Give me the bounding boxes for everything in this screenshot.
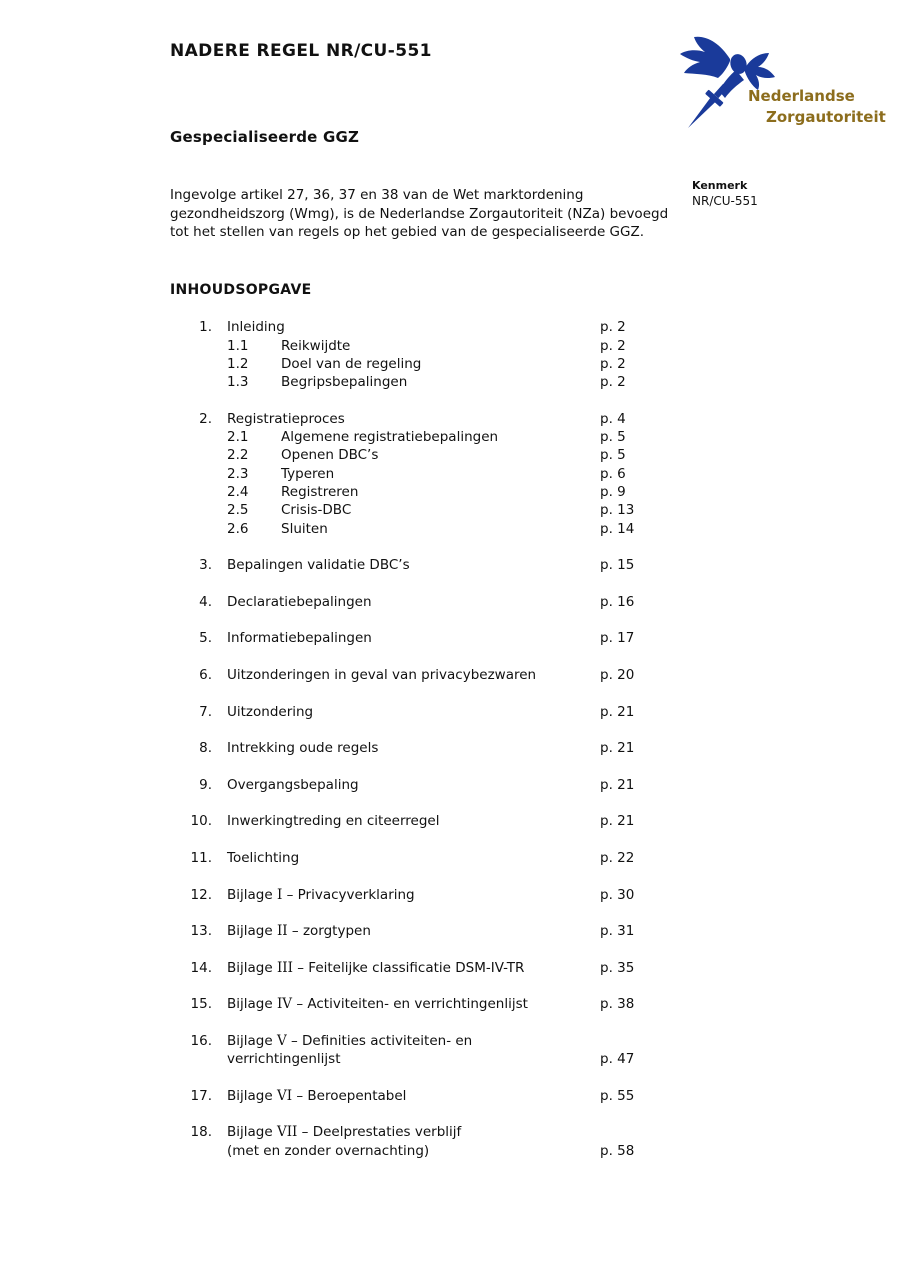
toc-item-label-line1: Bijlage I – Privacyverklaring bbox=[227, 886, 415, 903]
toc-row bbox=[170, 556, 690, 574]
toc-item-number: 1.2 bbox=[227, 355, 249, 372]
toc-item-label-line1: Declaratiebepalingen bbox=[227, 593, 372, 610]
toc-row bbox=[170, 520, 690, 538]
toc-item-number: 2. bbox=[199, 410, 212, 427]
toc-row bbox=[170, 410, 690, 428]
toc-item-number: 2.4 bbox=[227, 483, 249, 500]
toc-item-number: 17. bbox=[190, 1087, 212, 1104]
toc-row bbox=[170, 886, 690, 904]
toc-item-page: p. 35 bbox=[600, 959, 635, 976]
toc-item-page: p. 2 bbox=[600, 374, 626, 391]
toc-row bbox=[170, 465, 690, 483]
toc-item-number: 1. bbox=[199, 319, 212, 336]
toc-item-page: p. 21 bbox=[600, 813, 635, 830]
toc-item-label-line1: Intrekking oude regels bbox=[227, 740, 379, 757]
toc-item-number: 2.1 bbox=[227, 429, 249, 446]
roman-numeral: III bbox=[276, 959, 293, 976]
toc-item-label-line1: Registratieproces bbox=[227, 410, 345, 427]
toc-item-page: p. 5 bbox=[600, 429, 626, 446]
roman-numeral: VI bbox=[276, 1087, 293, 1104]
toc-heading: INHOUDSOPGAVE bbox=[170, 282, 312, 298]
toc-row bbox=[170, 666, 690, 684]
toc-item-page: p. 21 bbox=[600, 703, 635, 720]
toc-item-number: 9. bbox=[199, 776, 212, 793]
toc-item-number: 2.3 bbox=[227, 465, 249, 482]
toc-item-number: 3. bbox=[199, 557, 212, 574]
kenmerk-value: NR/CU-551 bbox=[692, 194, 758, 208]
toc-item-label-line1: Bijlage II – zorgtypen bbox=[227, 923, 371, 940]
toc-item-number: 2.2 bbox=[227, 447, 249, 464]
toc-item-label bbox=[281, 355, 690, 373]
toc-item-page: p. 58 bbox=[600, 1142, 635, 1159]
kenmerk-label: Kenmerk bbox=[692, 179, 748, 192]
toc-item-label-line1: Uitzondering bbox=[227, 703, 314, 720]
toc-row bbox=[170, 776, 690, 794]
toc-item-label-line1: Reikwijdte bbox=[281, 337, 351, 354]
toc-item-label-line1: Informatiebepalingen bbox=[227, 630, 372, 647]
toc-row bbox=[170, 337, 690, 355]
toc-item-page: p. 5 bbox=[600, 447, 626, 464]
document-title: NADERE REGEL NR/CU-551 bbox=[170, 41, 432, 61]
toc-item-label-line1: Uitzonderingen in geval van privacybezwaren bbox=[227, 666, 537, 683]
logo-word-line2: Zorgautoriteit bbox=[766, 107, 886, 126]
roman-numeral: I bbox=[276, 886, 283, 903]
toc-row bbox=[170, 629, 690, 647]
toc-item-page: p. 21 bbox=[600, 740, 635, 757]
toc-row bbox=[170, 355, 690, 373]
toc-item-label-line1: Inwerkingtreding en citeerregel bbox=[227, 813, 440, 830]
toc-item-label-line2: verrichtingenlijst bbox=[227, 1051, 341, 1068]
toc-row bbox=[170, 1123, 690, 1160]
logo-word-line1: Nederlandse bbox=[748, 87, 855, 105]
intro-line: Ingevolge artikel 27, 36, 37 en 38 van de Wet marktordening bbox=[170, 187, 584, 203]
intro-paragraph bbox=[170, 186, 668, 242]
toc-item-label bbox=[281, 483, 690, 501]
toc-item-label-line1: Doel van de regeling bbox=[281, 355, 422, 372]
toc-item-page: p. 6 bbox=[600, 465, 626, 482]
toc-item-number: 14. bbox=[190, 959, 212, 976]
toc-item-label-line1: Algemene registratiebepalingen bbox=[281, 429, 499, 446]
toc-item-page: p. 31 bbox=[600, 923, 635, 940]
toc-list bbox=[170, 300, 690, 1160]
toc-item-page: p. 55 bbox=[600, 1087, 635, 1104]
toc-item-label-line1: Toelichting bbox=[227, 849, 300, 866]
toc-item-label bbox=[281, 465, 690, 483]
toc-item-label-line1: Openen DBC’s bbox=[281, 447, 379, 464]
toc-item-page: p. 2 bbox=[600, 337, 626, 354]
toc-row bbox=[170, 812, 690, 830]
toc-row bbox=[170, 318, 690, 336]
toc-item-page: p. 15 bbox=[600, 557, 635, 574]
toc-row bbox=[170, 446, 690, 464]
toc-item-page: p. 16 bbox=[600, 593, 635, 610]
toc-item-label-line1: Registreren bbox=[281, 483, 359, 500]
toc-row bbox=[170, 373, 690, 391]
toc-item-page: p. 22 bbox=[600, 849, 635, 866]
toc-row bbox=[170, 922, 690, 940]
toc-row bbox=[170, 703, 690, 721]
toc-item-page: p. 20 bbox=[600, 666, 635, 683]
toc-row bbox=[170, 959, 690, 977]
toc-item-page: p. 13 bbox=[600, 502, 635, 519]
roman-numeral: II bbox=[276, 923, 288, 940]
toc-item-label-line1: Bijlage VII – Deelprestaties verblijf bbox=[227, 1124, 462, 1141]
roman-numeral: IV bbox=[276, 996, 293, 1013]
toc-item-page: p. 47 bbox=[600, 1051, 635, 1068]
toc-row bbox=[170, 483, 690, 501]
toc-row bbox=[170, 1032, 690, 1069]
roman-numeral: VII bbox=[276, 1124, 298, 1141]
toc-item-page: p. 38 bbox=[600, 996, 635, 1013]
toc-item-label-line1: Bijlage VI – Beroepentabel bbox=[227, 1087, 407, 1104]
toc-item-number: 13. bbox=[190, 923, 212, 940]
toc-item-number: 1.1 bbox=[227, 337, 249, 354]
toc-item-number: 1.3 bbox=[227, 374, 249, 391]
toc-item-number: 15. bbox=[190, 996, 212, 1013]
toc-row bbox=[170, 995, 690, 1013]
toc-item-label-line1: Begripsbepalingen bbox=[281, 374, 408, 391]
toc-row bbox=[170, 1087, 690, 1105]
toc-item-label-line1: Inleiding bbox=[227, 319, 285, 336]
toc-row bbox=[170, 428, 690, 446]
toc-item-page: p. 14 bbox=[600, 520, 635, 537]
toc-item-page: p. 21 bbox=[600, 776, 635, 793]
toc-item-label-line1: Overgangsbepaling bbox=[227, 776, 359, 793]
toc-item-number: 8. bbox=[199, 740, 212, 757]
toc-item-page: p. 2 bbox=[600, 355, 626, 372]
document-subtitle: Gespecialiseerde GGZ bbox=[170, 128, 360, 146]
toc-row bbox=[170, 849, 690, 867]
intro-line: tot het stellen van regels op het gebied van de gespecialiseerde GGZ. bbox=[170, 224, 645, 241]
toc-item-page: p. 9 bbox=[600, 483, 626, 500]
toc-row bbox=[170, 501, 690, 519]
toc-item-label bbox=[281, 337, 690, 355]
toc-item-number: 10. bbox=[190, 813, 212, 830]
toc-item-label-line1: Crisis-DBC bbox=[281, 502, 352, 519]
toc-item-label-line1: Bepalingen validatie DBC’s bbox=[227, 557, 410, 574]
toc-item-number: 11. bbox=[190, 849, 212, 866]
toc-item-label-line1: Typeren bbox=[281, 465, 335, 482]
toc-item-label bbox=[281, 428, 690, 446]
toc-item-label-line1: Sluiten bbox=[281, 520, 328, 537]
toc-item-number: 16. bbox=[190, 1032, 212, 1049]
toc-item-number: 2.6 bbox=[227, 520, 249, 537]
toc-item-label-line1: Bijlage IV – Activiteiten- en verrichtingenlijst bbox=[227, 996, 528, 1013]
toc-item-label-line1: Bijlage III – Feitelijke classificatie DSM-IV-TR bbox=[227, 959, 525, 976]
toc-item-number: 18. bbox=[190, 1124, 212, 1141]
toc-item-label-line1: Bijlage V – Definities activiteiten- en bbox=[227, 1032, 473, 1049]
toc-item-page: p. 30 bbox=[600, 886, 635, 903]
toc-item-number: 4. bbox=[199, 593, 212, 610]
toc-item-label bbox=[281, 373, 690, 391]
roman-numeral: V bbox=[276, 1032, 287, 1049]
toc-item-page: p. 17 bbox=[600, 630, 635, 647]
toc-item-number: 2.5 bbox=[227, 502, 249, 519]
toc-row bbox=[170, 593, 690, 611]
toc-row bbox=[170, 739, 690, 757]
toc-item-label-line2: (met en zonder overnachting) bbox=[227, 1142, 430, 1159]
toc-item-label bbox=[281, 446, 690, 464]
kenmerk-block bbox=[692, 179, 758, 208]
toc-item-number: 7. bbox=[199, 703, 212, 720]
intro-line: gezondheidszorg (Wmg), is de Nederlandse Zorgautoriteit (NZa) bevoegd bbox=[170, 205, 669, 222]
toc-item-number: 5. bbox=[199, 630, 212, 647]
toc-item-page: p. 2 bbox=[600, 319, 626, 336]
toc-item-page: p. 4 bbox=[600, 410, 626, 427]
toc-item-number: 6. bbox=[199, 666, 212, 683]
nza-logo bbox=[672, 28, 884, 140]
toc-item-number: 12. bbox=[190, 886, 212, 903]
nza-logo-wordmark bbox=[748, 86, 886, 127]
